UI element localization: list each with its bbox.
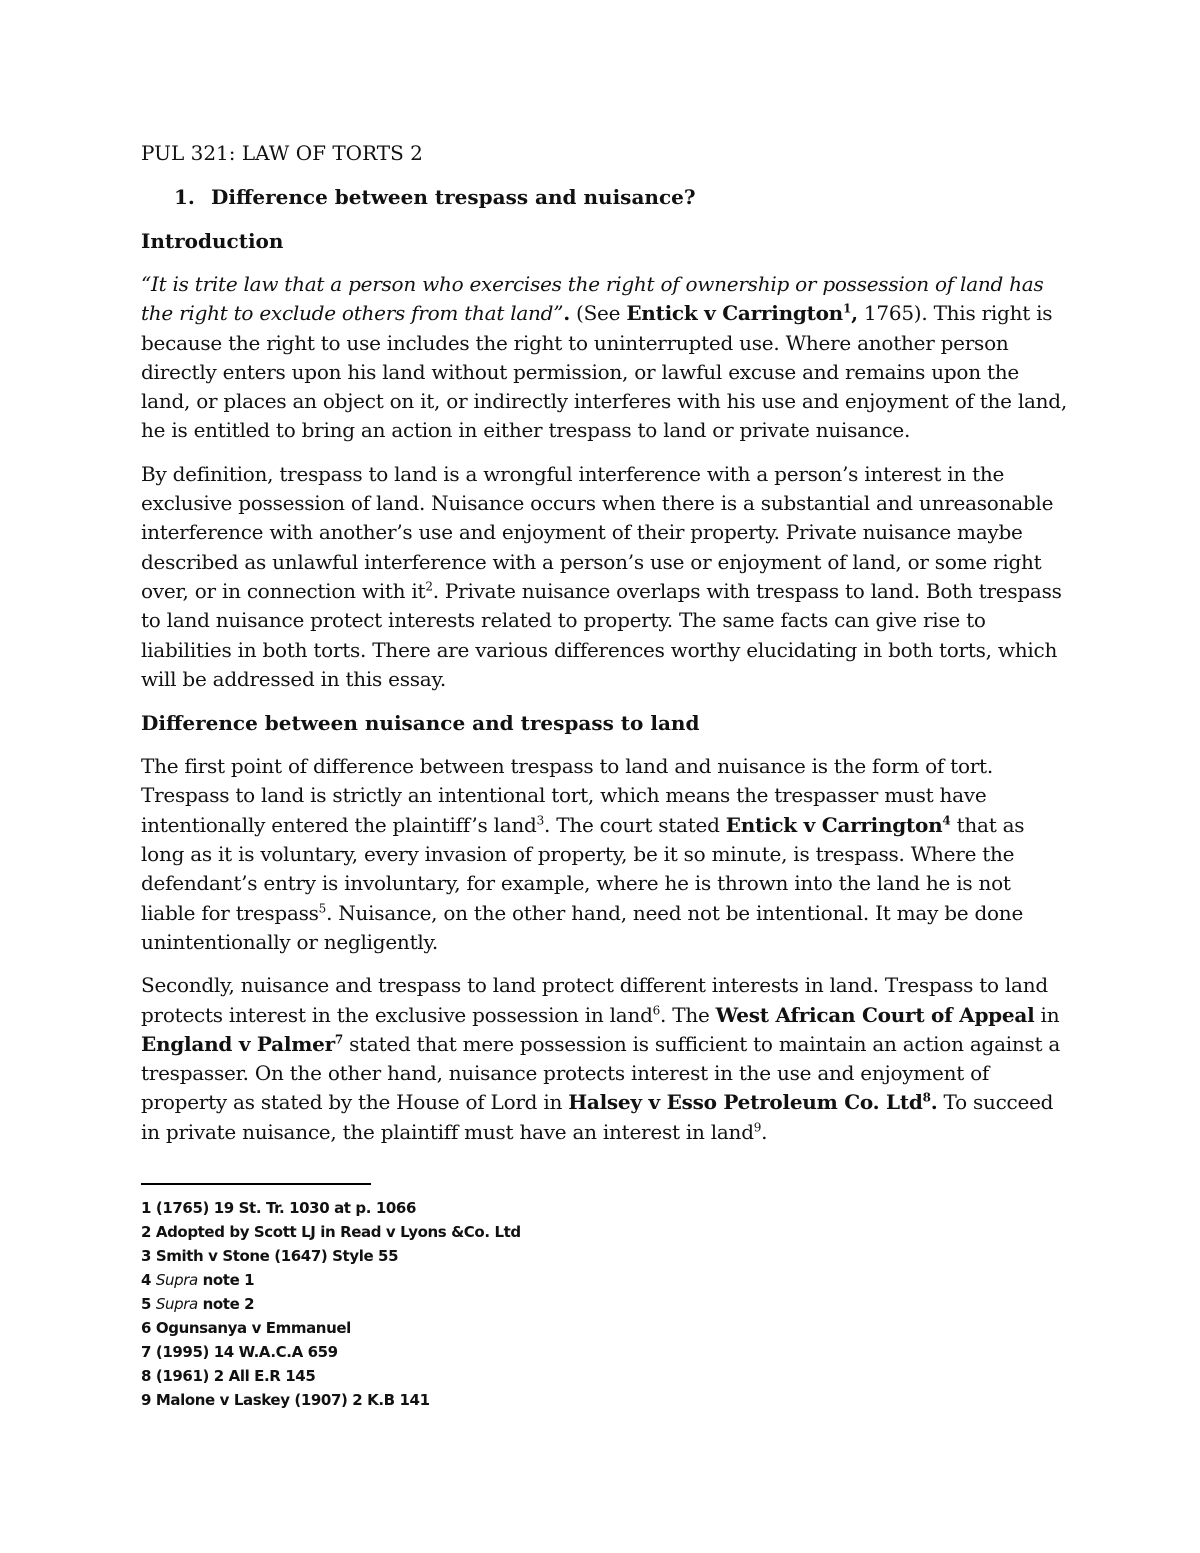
court-name: West African Court of Appeal [715,1002,1035,1027]
footnote-1: 1 (1765) 19 St. Tr. 1030 at p. 1066 [141,1199,417,1217]
footnote-9: 9 Malone v Laskey (1907) 2 K.B 141 [141,1391,430,1409]
footnote-ref[interactable]: 6 [652,1002,661,1017]
question-heading [141,182,1071,212]
intro-paragraph: “It is trite law that a person who exercises the right of ownership or possession of land has the right to exclude others from that land”. (See Entick v Carrington$^1$, 1765). This right is because the right to use includes the right to uninterrupted use. Where another person directly enters upon his land without permission, or lawful excuse and remains upon the land, or places an object on it, or indirectly interferes with his use and enjoyment of the land, he is entitled to bring an action in either trespass to land or private nuisance. [141,272,1067,443]
case-citation: Entick v Carrington [626,301,843,326]
difference-heading: Difference between nuisance and trespass to land [141,711,700,736]
footnote-6: 6 Ogunsanya v Emmanuel [141,1319,351,1337]
footnote-2: 2 Adopted by Scott LJ in Read v Lyons &Co. Ltd [141,1223,521,1241]
footnote-5: 5 Supra note 2 [141,1295,255,1313]
footnote-ref[interactable]: 1 [842,301,852,316]
footnote-separator [141,1183,371,1185]
case-citation: England v Palmer [141,1031,335,1056]
footnote-ref[interactable]: 9 [753,1120,762,1135]
question-text: Difference between trespass and nuisance? [211,185,696,209]
definition-paragraph: By definition, trespass to land is a wrongful interference with a person’s interest in the exclusive possession of land. Nuisance occurs when there is a substantial and unreasonable interference with another’s use and enjoyment of their property. Private nuisance maybe described as unlawful interference with a person’s use or enjoyment of land, or some right over, or in connection with $it^2$. Private nuisance overlaps with trespass to land. Both trespass to land nuisance protect interests related to property. The same facts can give rise to liabilities in both torts. There are various differences worthy elucidating in both torts, which will be addressed in this essay. [141,461,1062,691]
quote: “It is trite law that a person who exercises the right of ownership or possession of land has the right to exclude others from that land” [141,272,1044,326]
question-number: 1. [174,185,195,209]
case-citation: Halsey v Esso Petroleum Co. Ltd [568,1090,923,1115]
intro-heading: Introduction [141,229,284,253]
footnote-8: 8 (1961) 2 All E.R 145 [141,1367,316,1385]
footnote-4: 4 Supra note 1 [141,1271,255,1289]
case-citation: Entick v Carrington [725,812,943,837]
footnote-ref[interactable]: 3 [536,813,545,828]
second-difference-paragraph: Secondly, nuisance and trespass to land protect different interests in land. Trespass to land protects interest in the exclusive possession in land$^6$. The West African Court of Appeal in England v Palmer$^7$ stated that mere possession is sufficient to maintain an action against a trespasser. On the other hand, nuisance protects interest in the use and enjoyment of property as stated by the House of Lord in Halsey v Esso Petroleum Co. Ltd$^8$. To succeed in private nuisance, the plaintiff must have an interest in land$^9$. [141,973,1061,1144]
footnotes [141,1196,521,1412]
document-title: PUL 321: LAW OF TORTS 2 [141,141,423,165]
footnote-ref[interactable]: 5 [318,900,327,915]
footnote-ref[interactable]: 2 [425,579,433,594]
footnote-ref[interactable]: 4 [942,813,951,828]
footnote-ref[interactable]: 7 [334,1032,343,1047]
footnote-ref[interactable]: 8 [922,1090,931,1105]
document-body [141,138,1071,1161]
footnote-7: 7 (1995) 14 W.A.C.A 659 [141,1343,338,1361]
footnote-3: 3 Smith v Stone (1647) Style 55 [141,1247,399,1265]
quote-end: . [563,301,570,326]
first-difference-paragraph: The first point of difference between trespass to land and nuisance is the form of tort. Trespass to land is strictly an intentional tort, which means the trespasser must have intentionally entered the plaintiff’s land$^3$. The court stated Entick v Carrington$^4$ that as long as it is voluntary, every invasion of property, be it so minute, is trespass. Where the defendant’s entry is involuntary, for example, where he is thrown into the land he is not liable for trespass$^5$. Nuisance, on the other hand, need not be intentional. It may be done unintentionally or negligently. [141,754,1025,954]
